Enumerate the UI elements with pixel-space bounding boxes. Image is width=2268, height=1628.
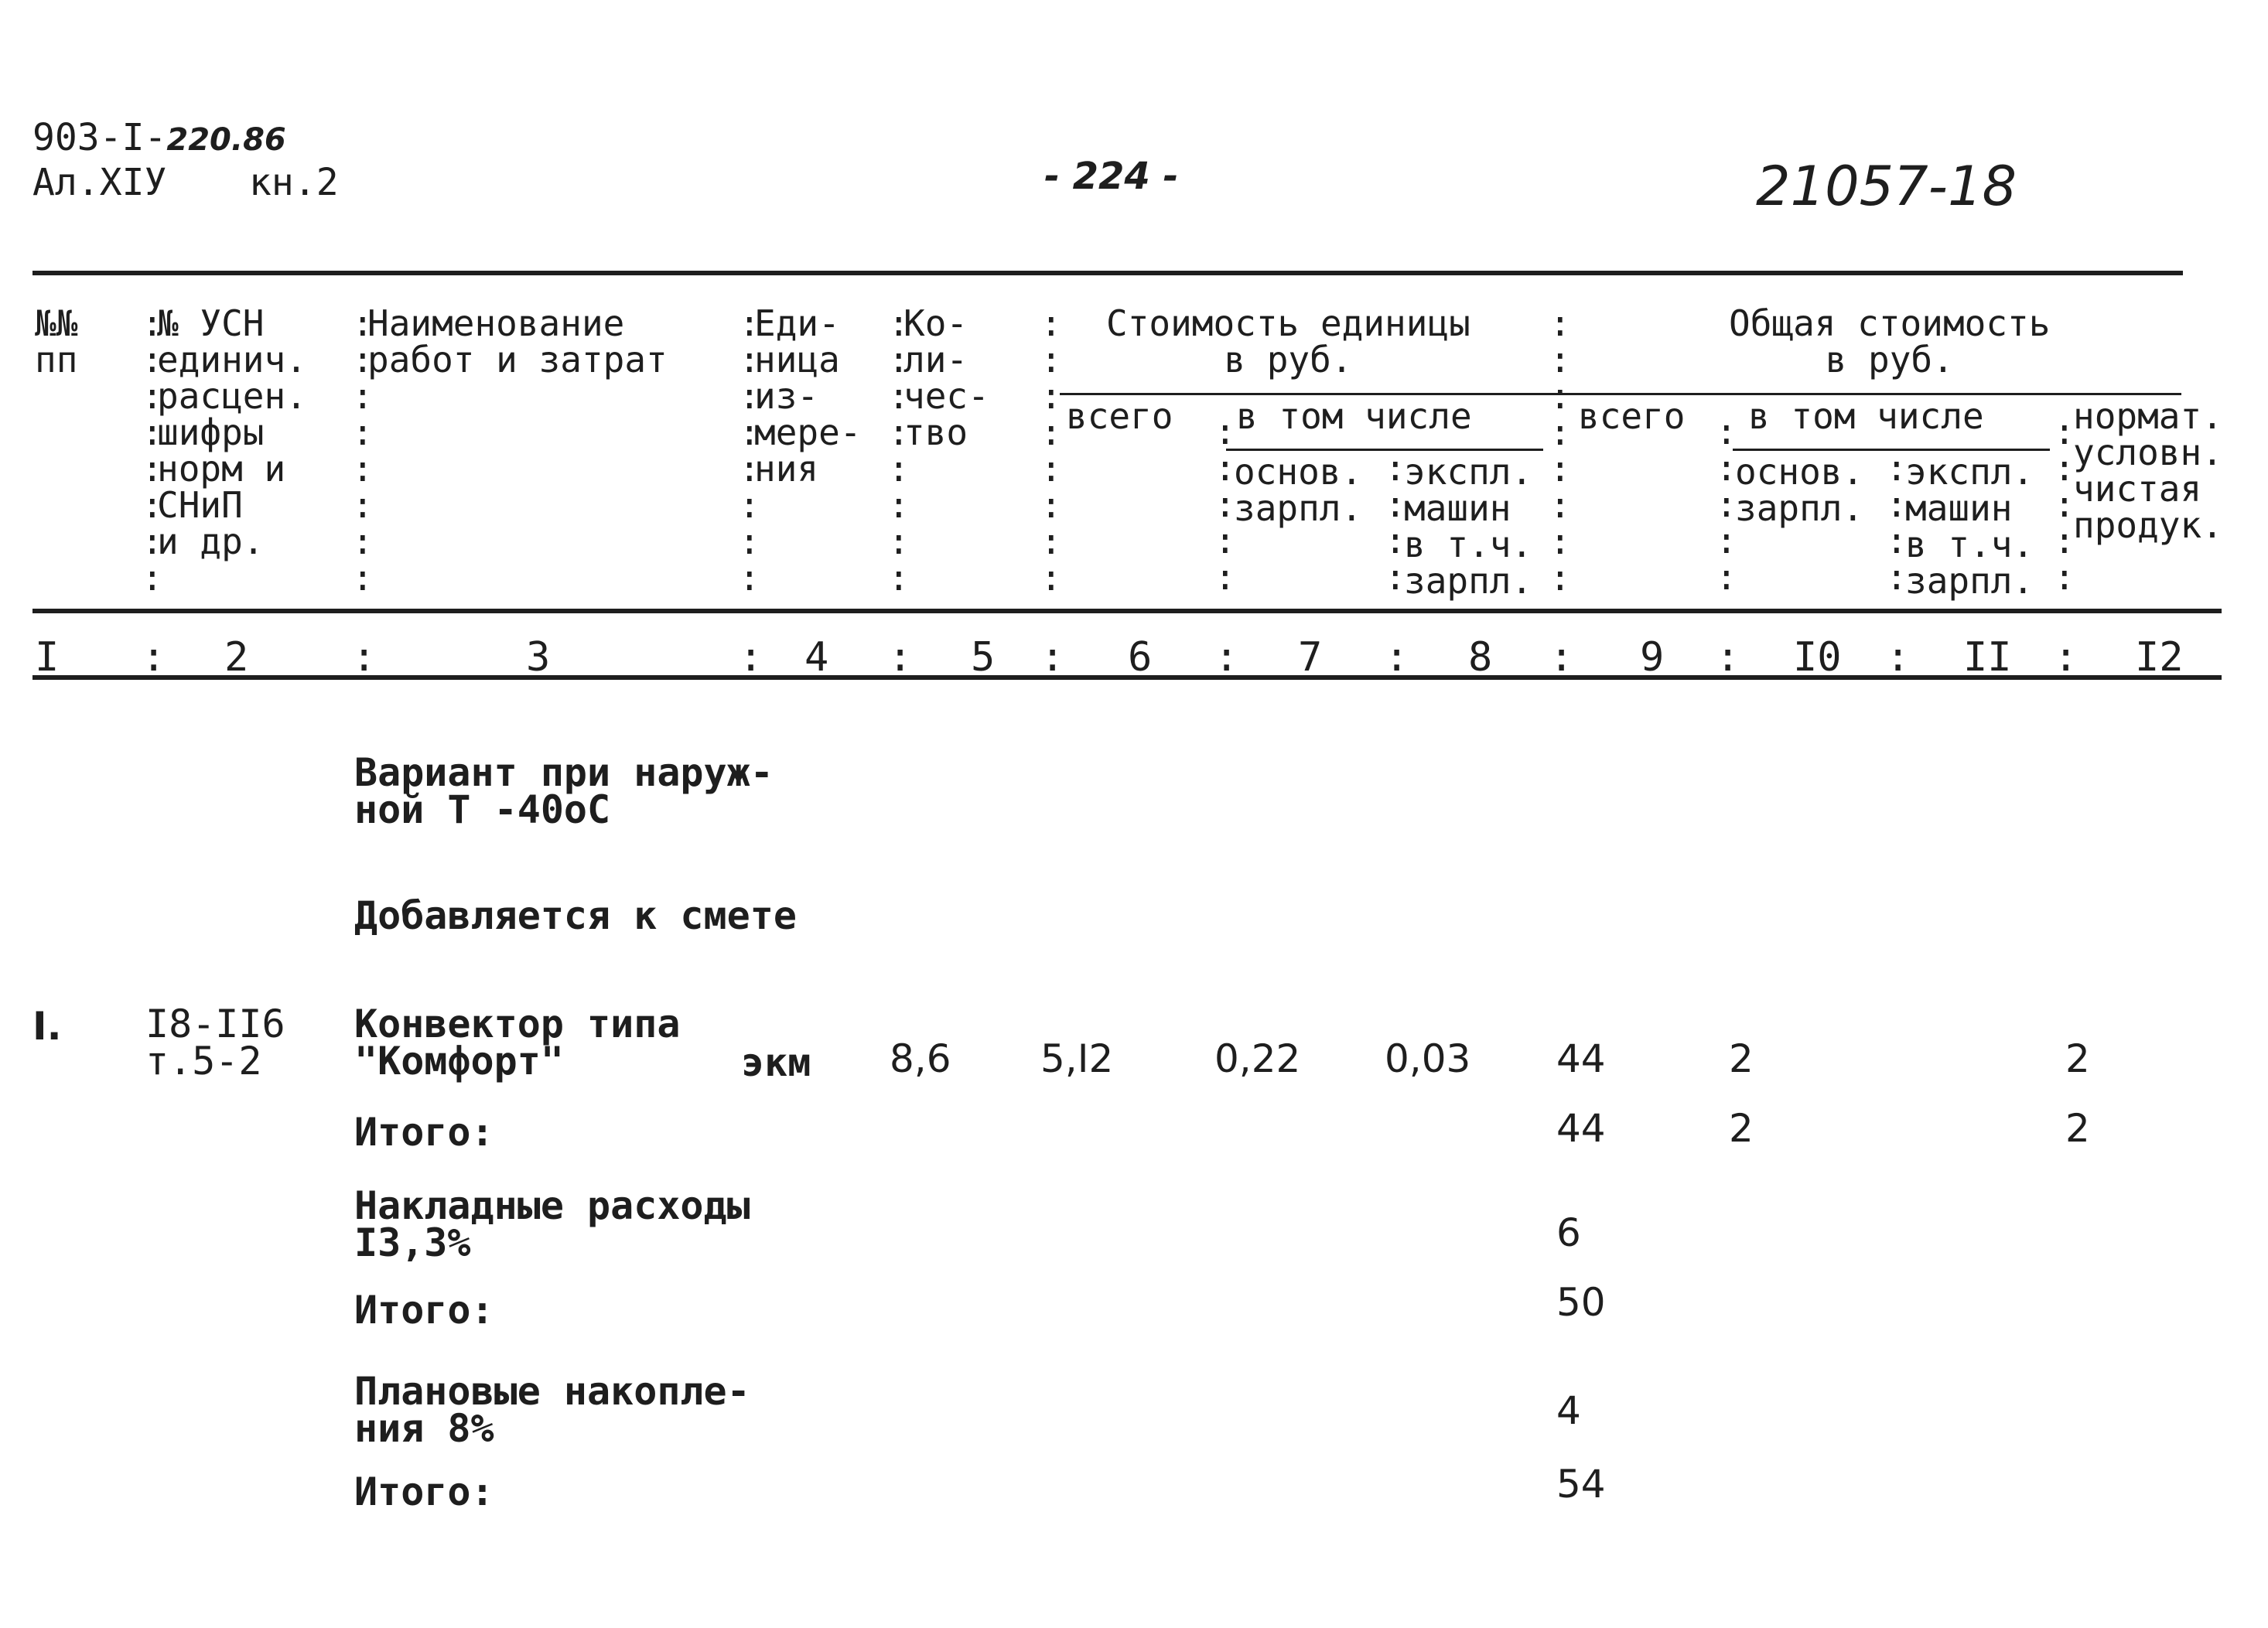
- row-number: I.: [32, 1004, 62, 1049]
- header-bottom-rule: [32, 609, 2222, 613]
- column-number: II: [1963, 634, 2012, 681]
- header-total-including: в том числе: [1748, 395, 1984, 437]
- column-number: 7: [1298, 634, 1323, 681]
- column-number: I0: [1793, 634, 1842, 681]
- row-net-product: 2: [2065, 1036, 2090, 1081]
- row-usn-code: I8-II6 т.5-2: [145, 1002, 285, 1084]
- header-unit-wages: основ. зарпл.: [1234, 451, 1363, 529]
- summary-total: 44: [1556, 1106, 1606, 1151]
- summary-label: Итого:: [354, 1288, 494, 1333]
- header-total-wages: основ. зарпл.: [1735, 451, 1864, 529]
- summary-total: 50: [1556, 1280, 1606, 1325]
- column-number: 8: [1468, 634, 1493, 681]
- summary-label: Итого:: [354, 1469, 494, 1514]
- header-work-name: Наименование работ и затрат: [367, 302, 668, 381]
- col-separator: : : : : :: [1214, 411, 1236, 598]
- row-quantity: 8,6: [890, 1036, 951, 1081]
- col-separator: :: [888, 634, 913, 681]
- column-number: I: [35, 634, 60, 681]
- col-separator: : : : :: [1385, 447, 1406, 598]
- series-number: [32, 116, 286, 159]
- header-unit-total: всего: [1066, 395, 1173, 437]
- summary-net-product: 2: [2065, 1106, 2090, 1151]
- document-code: 21057-18: [1756, 155, 2017, 218]
- col-separator: : : : : : : : :: [1040, 302, 1062, 599]
- col-separator: : : : : : : : :: [352, 302, 374, 599]
- summary-label: Итого:: [354, 1110, 494, 1155]
- column-number: 6: [1128, 634, 1153, 681]
- row-work-name: Конвектор типа "Комфорт": [354, 1002, 681, 1084]
- header-number: №№ пп: [35, 302, 78, 381]
- header-unit-machines: экспл. машин в т.ч. зарпл.: [1404, 451, 1533, 602]
- column-number: 2: [224, 634, 249, 681]
- row-total: 44: [1556, 1036, 1606, 1081]
- column-number: 9: [1640, 634, 1665, 681]
- header-quantity: Ко- ли- чес- тво: [903, 302, 989, 453]
- series-prefix: 903-I-: [32, 116, 167, 159]
- col-separator: : : : : :: [1716, 411, 1737, 598]
- col-separator: : : : :: [1886, 447, 1908, 598]
- book-label: кн.2: [249, 161, 339, 204]
- col-separator: : : : : : : : :: [888, 302, 910, 599]
- page-number: - 224 -: [1044, 155, 1179, 198]
- header-unit: Еди- ница из- мере- ния: [754, 302, 862, 490]
- header-total-cost: Общая стоимость в руб.: [1729, 302, 2051, 381]
- summary-total: 6: [1556, 1210, 1581, 1255]
- col-separator: : : : : : : : :: [739, 302, 760, 599]
- col-separator: :: [1040, 634, 1065, 681]
- col-separator: :: [142, 634, 166, 681]
- series-suffix: 220.86: [166, 122, 286, 158]
- row-unit-machines: 0,03: [1385, 1036, 1471, 1081]
- col-separator: :: [1716, 634, 1740, 681]
- summary-total: 4: [1556, 1388, 1581, 1433]
- col-separator: : : : : : : : :: [142, 302, 163, 599]
- col-separator: :: [1385, 634, 1409, 681]
- header-net-product: нормат. условн. чистая продук.: [2073, 395, 2223, 546]
- col-separator: :: [1214, 634, 1239, 681]
- summary-label: Накладные расходы I3,3%: [354, 1183, 750, 1265]
- summary-label: Плановые накопле- ния 8%: [354, 1369, 750, 1451]
- col-separator: : : : : :: [2054, 411, 2075, 598]
- col-separator: :: [1549, 634, 1574, 681]
- column-number: 3: [526, 634, 551, 681]
- column-number: I2: [2135, 634, 2184, 681]
- header-unit-cost: Стоимость единицы в руб.: [1106, 302, 1470, 381]
- table-top-rule: [32, 271, 2183, 275]
- row-unit-wages: 0,22: [1214, 1036, 1301, 1081]
- col-separator: :: [739, 634, 763, 681]
- album-label: Ал.XIУ: [32, 161, 167, 204]
- summary-total-wages: 2: [1729, 1106, 1754, 1151]
- row-unit-total: 5,I2: [1040, 1036, 1114, 1081]
- variant-heading: Вариант при наруж- ной Т -40оС: [354, 750, 774, 832]
- header-unit-including: в том числе: [1236, 395, 1472, 437]
- header-usn-code: № УСН единич. расцен. шифры норм и СНиП и др.: [157, 302, 307, 562]
- summary-total: 54: [1556, 1462, 1606, 1507]
- col-separator: :: [2054, 634, 2078, 681]
- header-total-total: всего: [1578, 395, 1686, 437]
- col-separator: :: [352, 634, 377, 681]
- col-separator: : : : : : : : :: [1549, 302, 1571, 599]
- row-total-wages: 2: [1729, 1036, 1754, 1081]
- col-separator: :: [1886, 634, 1911, 681]
- column-number: 5: [971, 634, 996, 681]
- added-heading: Добавляется к смете: [354, 893, 797, 938]
- row-unit: экм: [741, 1040, 811, 1085]
- header-total-machines: экспл. машин в т.ч. зарпл.: [1905, 451, 2034, 602]
- column-number: 4: [804, 634, 829, 681]
